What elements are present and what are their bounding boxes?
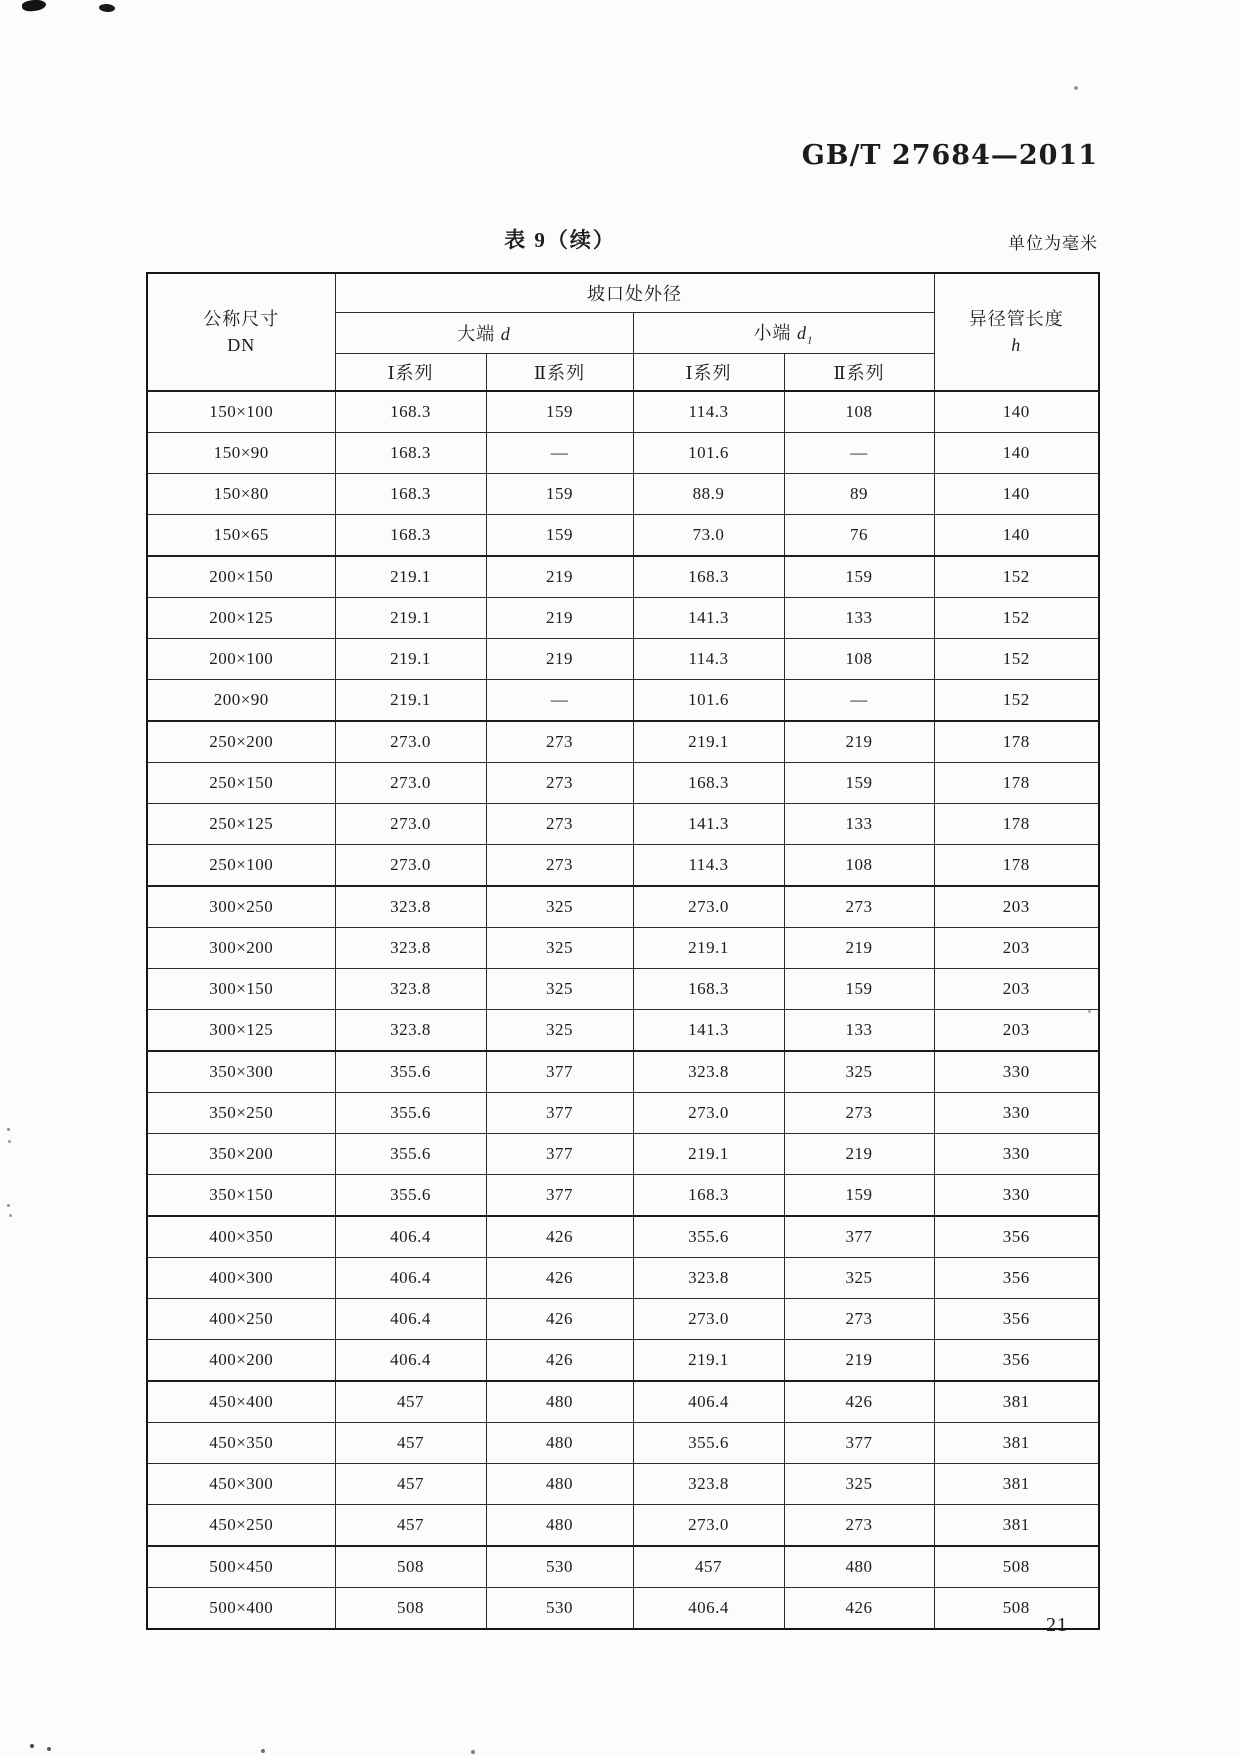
small-end-subscript: 1 [807,334,814,347]
cell-value: 330 [934,1093,1099,1134]
table-row [147,1216,1099,1258]
table-row [147,1381,1099,1423]
cell-value: 133 [784,1010,934,1052]
table-row [147,721,1099,763]
cell-value: 377 [486,1175,633,1217]
cell-value: 273.0 [633,1093,784,1134]
cell-dn: 400×350 [147,1216,335,1258]
cell-value: 219 [486,639,633,680]
cell-value: 159 [486,515,633,557]
cell-dn: 250×125 [147,804,335,845]
cell-value: 273 [486,845,633,887]
cell-value: 330 [934,1175,1099,1217]
cell-dn: 250×150 [147,763,335,804]
cell-value: 426 [784,1381,934,1423]
cell-value: 101.6 [633,680,784,722]
cell-value: 377 [486,1134,633,1175]
cell-value: 114.3 [633,639,784,680]
cell-dn: 350×250 [147,1093,335,1134]
cell-value: 140 [934,515,1099,557]
cell-value: 168.3 [335,515,486,557]
col-header-series-ii-small: Ⅱ系列 [784,354,934,392]
scan-artifact [30,1744,34,1748]
cell-value: 152 [934,598,1099,639]
cell-dn: 250×200 [147,721,335,763]
cell-value: 406.4 [335,1340,486,1382]
cell-value: 108 [784,639,934,680]
scan-artifact [1088,1010,1091,1013]
col-header-bevel-outer-diameter: 坡口处外径 [335,273,934,313]
table-row [147,1588,1099,1630]
col-header-reducer-length [934,273,1099,391]
table-row [147,928,1099,969]
cell-value: 114.3 [633,391,784,433]
small-end-label: 小端 [753,323,792,344]
cell-value: 406.4 [335,1258,486,1299]
cell-value: 323.8 [335,969,486,1010]
cell-value: 168.3 [633,556,784,598]
cell-value: 355.6 [335,1134,486,1175]
cell-dn: 300×125 [147,1010,335,1052]
cell-value: 377 [784,1216,934,1258]
cell-value: 355.6 [335,1051,486,1093]
table-row [147,886,1099,928]
cell-dn: 450×400 [147,1381,335,1423]
cell-value: 381 [934,1423,1099,1464]
col-header-series-ii-big: Ⅱ系列 [486,354,633,392]
cell-value: 273 [784,1093,934,1134]
cell-value: 356 [934,1258,1099,1299]
cell-value: 323.8 [335,1010,486,1052]
cell-dn: 400×200 [147,1340,335,1382]
cell-value: 457 [633,1546,784,1588]
cell-value: 203 [934,969,1099,1010]
table-row [147,1010,1099,1052]
cell-value: 530 [486,1588,633,1630]
cell-dn: 300×250 [147,886,335,928]
table-row [147,1175,1099,1217]
cell-value: 325 [486,928,633,969]
cell-value: 219.1 [633,1340,784,1382]
table-row [147,1546,1099,1588]
cell-value: 406.4 [335,1216,486,1258]
scan-artifact [7,1128,10,1131]
cell-value: 377 [784,1423,934,1464]
table-row [147,1340,1099,1382]
cell-value: 219 [784,928,934,969]
small-end-symbol: d [797,323,807,344]
cell-value: 273 [486,721,633,763]
cell-dn: 350×150 [147,1175,335,1217]
cell-value: 381 [934,1464,1099,1505]
cell-dn: 250×100 [147,845,335,887]
cell-value: — [486,433,633,474]
cell-value: 508 [934,1588,1099,1630]
table-row [147,639,1099,680]
cell-value: 381 [934,1505,1099,1547]
cell-value: 480 [486,1464,633,1505]
cell-value: 480 [784,1546,934,1588]
cell-value: 273.0 [633,886,784,928]
col-header-small-end [633,313,934,354]
cell-value: — [784,680,934,722]
cell-value: 89 [784,474,934,515]
cell-value: 133 [784,598,934,639]
big-end-symbol: d [500,324,511,344]
cell-dn: 150×100 [147,391,335,433]
cell-dn: 300×150 [147,969,335,1010]
cell-value: 152 [934,680,1099,722]
cell-value: 323.8 [335,886,486,928]
cell-value: 457 [335,1464,486,1505]
table-row [147,433,1099,474]
cell-value: 219 [486,556,633,598]
col-header-dn-abbrev: DN [227,335,256,355]
cell-value: 159 [486,474,633,515]
cell-value: 219 [784,721,934,763]
cell-value: 273.0 [335,804,486,845]
cell-value: 219 [486,598,633,639]
cell-dn: 500×400 [147,1588,335,1630]
cell-dn: 200×150 [147,556,335,598]
cell-dn: 150×80 [147,474,335,515]
cell-value: 114.3 [633,845,784,887]
cell-value: 356 [934,1340,1099,1382]
cell-value: 457 [335,1381,486,1423]
cell-value: 273.0 [633,1299,784,1340]
table-row [147,1423,1099,1464]
cell-value: 219.1 [633,928,784,969]
table-row [147,515,1099,557]
cell-value: 219 [784,1134,934,1175]
cell-value: 273.0 [335,721,486,763]
table-row [147,1505,1099,1547]
cell-value: 168.3 [633,969,784,1010]
cell-value: 323.8 [633,1051,784,1093]
cell-value: 406.4 [633,1588,784,1630]
col-header-length-symbol: h [1011,335,1022,355]
cell-dn: 350×200 [147,1134,335,1175]
big-end-label: 大端 [457,324,496,344]
cell-value: 219.1 [335,598,486,639]
cell-value: 168.3 [633,763,784,804]
cell-dn: 150×90 [147,433,335,474]
unit-note: 单位为毫米 [1008,234,1098,253]
cell-value: 168.3 [335,391,486,433]
cell-value: 273.0 [335,845,486,887]
cell-value: 480 [486,1381,633,1423]
cell-value: 480 [486,1505,633,1547]
cell-value: 203 [934,928,1099,969]
cell-value: 325 [486,886,633,928]
cell-dn: 450×250 [147,1505,335,1547]
cell-value: 219.1 [335,556,486,598]
cell-dn: 200×90 [147,680,335,722]
cell-value: 355.6 [633,1216,784,1258]
cell-value: 178 [934,804,1099,845]
cell-value: 508 [335,1588,486,1630]
cell-value: — [486,680,633,722]
cell-value: 530 [486,1546,633,1588]
cell-value: 141.3 [633,1010,784,1052]
cell-value: 159 [784,1175,934,1217]
cell-dn: 200×100 [147,639,335,680]
cell-value: 273.0 [335,763,486,804]
cell-dn: 450×350 [147,1423,335,1464]
col-header-series-i-big: Ⅰ系列 [335,354,486,392]
cell-value: 508 [335,1546,486,1588]
cell-value: 325 [784,1051,934,1093]
cell-value: 273 [486,763,633,804]
cell-value: 178 [934,763,1099,804]
table-body [147,391,1099,1629]
cell-dn: 400×300 [147,1258,335,1299]
cell-value: 457 [335,1423,486,1464]
cell-value: 219.1 [633,721,784,763]
cell-dn: 300×200 [147,928,335,969]
cell-value: 323.8 [633,1258,784,1299]
cell-value: 219.1 [335,639,486,680]
table-row [147,1093,1099,1134]
cell-value: 426 [784,1588,934,1630]
cell-value: 140 [934,433,1099,474]
cell-value: 73.0 [633,515,784,557]
table-row [147,1258,1099,1299]
cell-value: 159 [784,556,934,598]
cell-value: 141.3 [633,804,784,845]
cell-value: — [784,433,934,474]
cell-dn: 450×300 [147,1464,335,1505]
cell-value: 159 [784,763,934,804]
cell-value: 178 [934,845,1099,887]
cell-value: 141.3 [633,598,784,639]
reducer-dimensions-table [146,272,1100,1630]
cell-value: 168.3 [633,1175,784,1217]
col-header-dn-label: 公称尺寸 [203,308,280,329]
table-row [147,763,1099,804]
cell-value: 457 [335,1505,486,1547]
cell-value: 273 [486,804,633,845]
cell-value: 273 [784,886,934,928]
cell-value: 140 [934,391,1099,433]
cell-dn: 500×450 [147,1546,335,1588]
table-row [147,1134,1099,1175]
cell-value: 273 [784,1505,934,1547]
cell-value: 355.6 [633,1423,784,1464]
scan-artifact [21,0,46,12]
cell-value: 323.8 [335,928,486,969]
table-row [147,845,1099,887]
cell-value: 219.1 [633,1134,784,1175]
table-row [147,474,1099,515]
cell-value: 108 [784,391,934,433]
cell-value: 406.4 [335,1299,486,1340]
cell-value: 203 [934,886,1099,928]
cell-value: 152 [934,639,1099,680]
cell-dn: 400×250 [147,1299,335,1340]
cell-value: 273.0 [633,1505,784,1547]
cell-value: 325 [486,969,633,1010]
table-row [147,680,1099,722]
cell-value: 203 [934,1010,1099,1052]
col-header-series-i-small: Ⅰ系列 [633,354,784,392]
scan-artifact [99,3,116,12]
cell-value: 406.4 [633,1381,784,1423]
cell-value: 426 [486,1216,633,1258]
cell-value: 381 [934,1381,1099,1423]
col-header-dn [147,273,335,391]
table-row [147,598,1099,639]
cell-value: 323.8 [633,1464,784,1505]
cell-value: 219 [784,1340,934,1382]
cell-value: 152 [934,556,1099,598]
table-row [147,969,1099,1010]
cell-value: 133 [784,804,934,845]
cell-value: 426 [486,1340,633,1382]
cell-value: 178 [934,721,1099,763]
cell-value: 356 [934,1299,1099,1340]
cell-dn: 350×300 [147,1051,335,1093]
table-row [147,804,1099,845]
document-code: GB/T 27684—2011 [801,140,1098,171]
table-header [147,273,1099,391]
cell-value: 159 [486,391,633,433]
cell-dn: 150×65 [147,515,335,557]
cell-value: 101.6 [633,433,784,474]
table-row [147,1299,1099,1340]
cell-value: 273 [784,1299,934,1340]
cell-value: 325 [784,1464,934,1505]
cell-value: 377 [486,1093,633,1134]
cell-value: 219.1 [335,680,486,722]
table-row [147,1464,1099,1505]
cell-value: 426 [486,1299,633,1340]
cell-value: 168.3 [335,474,486,515]
col-header-length-label: 异径管长度 [968,308,1064,329]
cell-value: 76 [784,515,934,557]
cell-value: 508 [934,1546,1099,1588]
cell-value: 88.9 [633,474,784,515]
cell-value: 480 [486,1423,633,1464]
cell-value: 325 [486,1010,633,1052]
cell-value: 426 [486,1258,633,1299]
table-row [147,556,1099,598]
cell-value: 330 [934,1051,1099,1093]
cell-value: 108 [784,845,934,887]
table-title: 表 9（续） [504,228,616,252]
cell-value: 355.6 [335,1175,486,1217]
cell-value: 377 [486,1051,633,1093]
cell-value: 355.6 [335,1093,486,1134]
cell-value: 159 [784,969,934,1010]
cell-dn: 200×125 [147,598,335,639]
table-row [147,1051,1099,1093]
cell-value: 168.3 [335,433,486,474]
col-header-big-end [335,313,633,354]
cell-value: 356 [934,1216,1099,1258]
table-row [147,391,1099,433]
cell-value: 330 [934,1134,1099,1175]
scan-artifact [1074,86,1078,90]
page-number: 21 [1046,1614,1068,1636]
cell-value: 325 [784,1258,934,1299]
cell-value: 140 [934,474,1099,515]
